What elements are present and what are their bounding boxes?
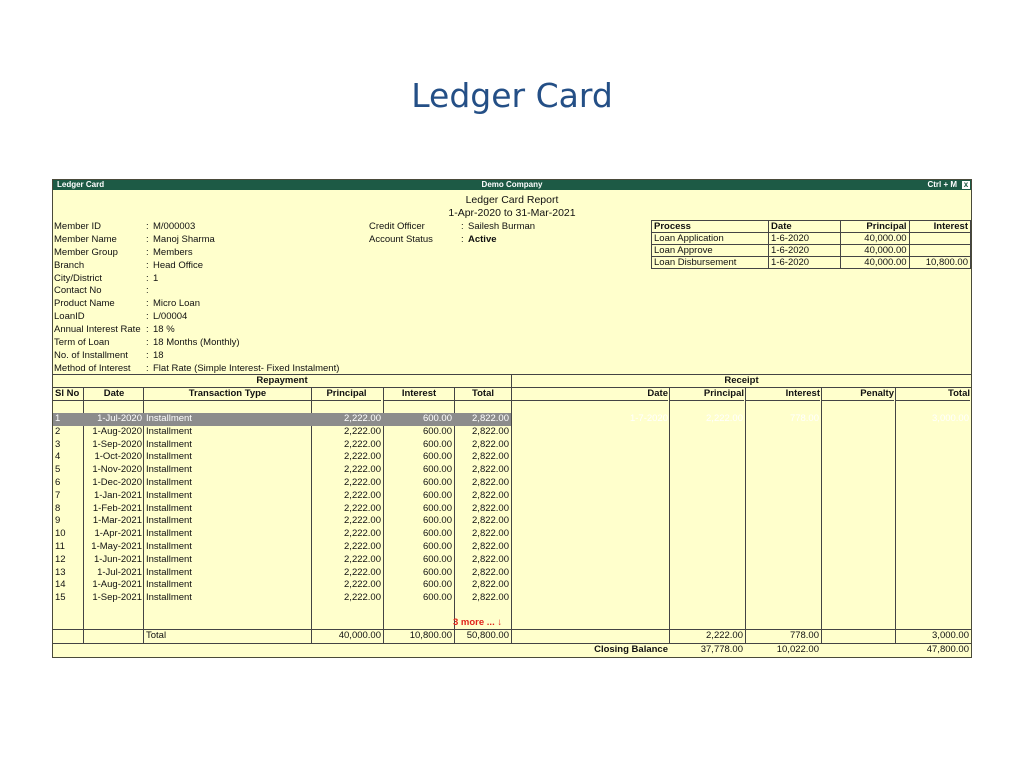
table-cell: 600.00 (422, 438, 452, 450)
table-cell: 15 (55, 592, 66, 604)
col-receipt-principal: Principal (670, 387, 744, 401)
table-row[interactable] (53, 592, 971, 605)
col-transaction-type: Transaction Type (144, 387, 311, 401)
more-rows-link[interactable]: 3 more ... ↓ (453, 617, 503, 628)
total-label: Total (146, 630, 167, 641)
table-cell: 2,222.00 (344, 579, 381, 591)
table-cell: 2,222.00 (344, 413, 381, 424)
info-row-branch: Branch : Head Office (54, 259, 203, 271)
table-cell: 2,222.00 (344, 451, 381, 463)
col-interest: Interest (384, 387, 454, 401)
receipt-total-principal: 2,222.00 (706, 630, 743, 641)
table-cell: 1-Jul-2020 (97, 413, 142, 424)
table-cell: 600.00 (422, 451, 452, 463)
table-cell: 600.00 (422, 541, 452, 552)
table-cell: 7 (55, 489, 61, 501)
info-row-term: Term of Loan : 18 Months (Monthly) (54, 337, 240, 349)
info-row-installments: No. of Installment : 18 (54, 349, 164, 361)
table-cell: 600.00 (422, 592, 452, 604)
table-cell: 11 (55, 541, 65, 552)
slide-title: Ledger Card (411, 76, 613, 115)
table-cell: 2,222.00 (344, 515, 381, 527)
table-cell: 600.00 (422, 477, 452, 488)
table-cell: 600.00 (422, 566, 452, 578)
window-title: Ledger Card (57, 180, 105, 189)
col-principal: Principal (312, 387, 381, 401)
table-row[interactable] (53, 515, 971, 528)
table-cell: 2,822.00 (472, 477, 509, 488)
table-cell: 1-Mar-2021 (92, 515, 142, 527)
table-cell: 3 (55, 438, 61, 450)
table-cell: Installment (146, 528, 192, 540)
window-titlebar (53, 180, 971, 190)
report-title: Ledger Card Report (465, 194, 559, 206)
table-row[interactable] (53, 541, 971, 554)
table-cell: Installment (146, 464, 192, 476)
closing-balance-row (53, 644, 971, 657)
table-cell: 600.00 (422, 553, 452, 565)
table-row[interactable] (53, 490, 971, 503)
table-cell: 2,222.00 (344, 425, 381, 437)
table-cell: 600.00 (422, 528, 452, 540)
closing-interest: 10,022.00 (776, 644, 819, 655)
table-cell: 5 (55, 464, 61, 476)
table-cell: 2,222.00 (344, 553, 381, 565)
col-total: Total (455, 387, 511, 401)
info-row-credit-officer: Credit Officer : Sailesh Burman (369, 221, 536, 232)
table-cell: Installment (146, 579, 192, 591)
close-icon[interactable]: x (963, 180, 969, 189)
table-cell: 1-Feb-2021 (92, 502, 142, 514)
table-cell: Installment (146, 592, 192, 604)
table-cell: 778.00 (789, 413, 819, 424)
table-cell: 2,822.00 (472, 413, 509, 424)
total-interest: 10,800.00 (409, 630, 452, 641)
table-cell: 2,222.00 (706, 413, 743, 424)
table-cell: 3,000.00 (932, 413, 969, 424)
table-cell: 1-Sep-2020 (92, 438, 142, 450)
officer-info (369, 221, 535, 247)
table-cell: 1-Jun-2021 (93, 553, 142, 565)
table-cell: Installment (146, 477, 192, 488)
table-cell: 2,822.00 (472, 502, 509, 514)
table-cell: 1-Sep-2021 (92, 592, 142, 604)
ledger-card-window (52, 179, 972, 658)
table-cell: 2 (55, 425, 61, 437)
info-row-interest-rate: Annual Interest Rate : 18 % (54, 324, 175, 336)
member-info (54, 221, 339, 376)
info-row-account-status: Account Status : Active (369, 233, 497, 245)
col-receipt-interest: Interest (746, 387, 820, 401)
table-cell: Installment (146, 425, 192, 437)
table-cell: 600.00 (422, 515, 452, 527)
info-row-loan-id: LoanID : L/00004 (54, 311, 188, 323)
info-row-contact: Contact No : (54, 285, 149, 297)
col-receipt-total: Total (896, 387, 970, 401)
receipt-section-title: Receipt (512, 374, 971, 388)
table-cell: 2,222.00 (344, 464, 381, 476)
table-cell: Installment (146, 413, 192, 424)
table-cell: 2,822.00 (472, 566, 509, 578)
col-receipt-date: Date (512, 387, 668, 401)
table-cell: 14 (55, 579, 66, 591)
table-cell: 1-Apr-2021 (94, 528, 142, 540)
table-row[interactable] (53, 451, 971, 464)
table-cell: Installment (146, 566, 192, 578)
closing-balance-label: Closing Balance (594, 644, 668, 655)
report-period: 1-Apr-2020 to 31-Mar-2021 (448, 207, 576, 219)
table-cell: 600.00 (422, 489, 452, 501)
table-cell: 2,822.00 (472, 489, 509, 501)
table-cell: 13 (55, 566, 66, 578)
closing-total: 47,800.00 (926, 644, 969, 655)
table-row[interactable] (53, 439, 971, 452)
table-cell: 600.00 (422, 425, 452, 437)
table-cell: 600.00 (422, 413, 452, 424)
table-row[interactable] (53, 528, 971, 541)
table-row[interactable] (53, 503, 971, 516)
table-cell: 2,822.00 (472, 553, 509, 565)
col-sl-no: Sl No (53, 387, 86, 401)
info-row-member-name: Member Name : Manoj Sharma (54, 233, 215, 245)
table-cell: 1-Aug-2020 (92, 425, 142, 437)
table-cell: 2,822.00 (472, 464, 509, 476)
status-badge: Active (468, 233, 497, 245)
table-cell: 2,822.00 (472, 438, 509, 450)
table-cell: 2,222.00 (344, 438, 381, 450)
table-cell: Installment (146, 502, 192, 514)
table-cell: 1-May-2021 (91, 541, 142, 552)
closing-principal: 37,778.00 (700, 644, 743, 655)
total-principal: 40,000.00 (338, 630, 381, 641)
table-cell: 8 (55, 502, 61, 514)
table-row: Loan Disbursement 1-6-2020 40,000.00 10,800.00 (652, 257, 971, 269)
table-cell: 2,822.00 (472, 528, 509, 540)
table-cell: 1-Oct-2020 (94, 451, 142, 463)
table-cell: 2,822.00 (472, 579, 509, 591)
info-row-interest-method: Method of Interest : Flat Rate (Simple Interest- Fixed Instalment) (54, 362, 340, 374)
col-date: Date (84, 387, 144, 401)
table-row[interactable] (53, 413, 969, 426)
table-cell: 1-Jan-2021 (93, 489, 142, 501)
table-cell: 2,822.00 (472, 541, 509, 552)
table-row: Loan Application 1-6-2020 40,000.00 (652, 233, 971, 245)
table-cell: 2,822.00 (472, 515, 509, 527)
repayment-section-title: Repayment (53, 374, 512, 388)
table-row[interactable] (53, 426, 971, 439)
table-row[interactable] (53, 477, 971, 490)
table-row[interactable] (53, 567, 971, 580)
table-cell: 2,222.00 (344, 489, 381, 501)
process-header-row: Process Date Principal Interest (652, 221, 971, 233)
table-cell: Installment (146, 438, 192, 450)
table-row[interactable] (53, 464, 971, 477)
table-cell: Installment (146, 541, 192, 552)
process-table (651, 220, 971, 269)
table-cell: 2,222.00 (344, 528, 381, 540)
table-cell: 12 (55, 553, 66, 565)
receipt-total-total: 3,000.00 (932, 630, 969, 641)
total-row (53, 630, 971, 643)
table-cell: 2,222.00 (344, 502, 381, 514)
table-cell: 4 (55, 451, 61, 463)
table-cell: 600.00 (422, 579, 452, 591)
table-cell: 9 (55, 515, 61, 527)
table-cell: 600.00 (422, 502, 452, 514)
receipt-total-interest: 778.00 (789, 630, 819, 641)
table-cell: 1 (55, 413, 61, 424)
table-cell: 1-Aug-2021 (92, 579, 142, 591)
table-cell: 2,222.00 (344, 541, 381, 552)
table-cell: Installment (146, 451, 192, 463)
table-cell: 1-Dec-2020 (92, 477, 142, 488)
table-cell: 2,222.00 (344, 566, 381, 578)
table-cell: 1-Nov-2020 (92, 464, 142, 476)
info-row-product: Product Name : Micro Loan (54, 298, 200, 310)
info-row-member-group: Member Group : Members (54, 246, 193, 258)
table-cell: Installment (146, 553, 192, 565)
table-cell: Installment (146, 489, 192, 501)
info-row-city: City/District : 1 (54, 272, 159, 284)
table-cell: Installment (146, 515, 192, 527)
shortcut-label: Ctrl + M (927, 180, 957, 189)
table-cell: 2,222.00 (344, 477, 381, 488)
table-cell: 10 (55, 528, 66, 540)
table-cell: 2,822.00 (472, 425, 509, 437)
table-cell: 2,822.00 (472, 592, 509, 604)
info-row-member-id: Member ID : M/000003 (54, 221, 196, 232)
table-row[interactable] (53, 579, 971, 592)
table-cell: 2,822.00 (472, 451, 509, 463)
table-row: Loan Approve 1-6-2020 40,000.00 (652, 245, 971, 257)
total-total: 50,800.00 (466, 630, 509, 641)
table-cell: 600.00 (422, 464, 452, 476)
table-cell: 2,222.00 (344, 592, 381, 604)
table-cell: 6 (55, 477, 61, 488)
company-name: Demo Company (481, 180, 543, 189)
table-row[interactable] (53, 554, 971, 567)
table-cell: 1-7-2020 (629, 413, 668, 424)
col-receipt-penalty: Penalty (822, 387, 894, 401)
table-cell: 1-Jul-2021 (97, 566, 142, 578)
